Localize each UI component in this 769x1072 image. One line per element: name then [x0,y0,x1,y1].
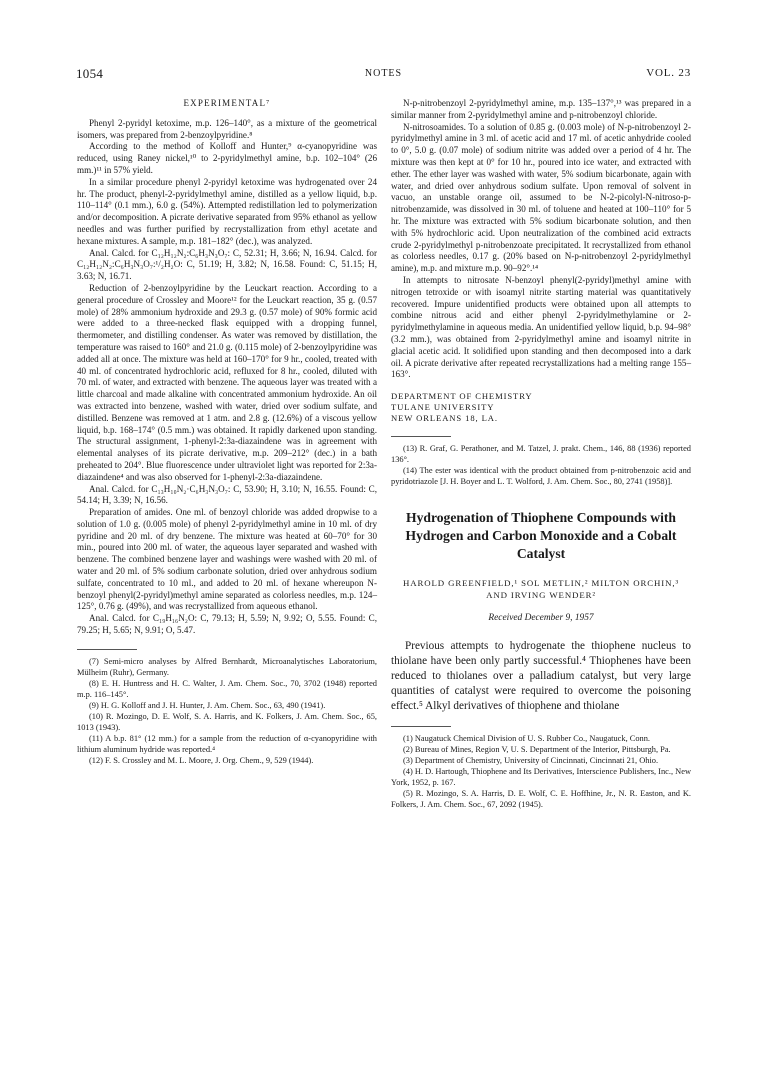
paragraph-nitrosoamides: N-nitrosoamides. To a solution of 0.85 g. (0.003 mole) of N-p-nitrobenzoyl 2-pyridylmethyl amine in 3 ml. of acetic acid and 17 ml. of acetic anhydride cooled to 0°, 5.0 g. (0.07 mole) of sodium nitrite was added over a period of 4 hr. The mixture was then kept at 0° for 10 hr., poured into ice water, and extracted with ether. The ether layer was washed with water, 5% sodium bicarbonate, again with water, and dried over anhydrous sodium sulfate. Upon removal of solvent in vacuo, an unstable orange oil, assumed to be N-2-picolyl-N-nitroso-p-nitrobenzamide, was dissolved in 30 ml. of toluene and heated at 100–110° for 5 hr. The mixture was extracted with 5% sodium bicarbonate solution, and then with 5% hydrochloric acid. Upon neutralization of the combined acid extracts crude 2-pyridylmethyl p-nitrobenzoate precipitated. It recrystallized from ethanol as colorless needles, 0.17 g. (20% based on N-p-nitrobenzoyl 2-pyridylmethyl amine), m.p. and mixture m.p. 90–92°.¹⁴ [391,121,691,274]
footnote: (13) R. Graf, G. Perathoner, and M. Tatzel, J. prakt. Chem., 146, 88 (1936) reported 136°. [391,444,691,465]
paragraph-ketoxime: Phenyl 2-pyridyl ketoxime, m.p. 126–140°, as a mixture of the geometrical isomers, was prepared from 2-benzoylpyridine.⁸ [77,117,377,140]
footnote: (8) E. H. Huntress and H. C. Walter, J. Am. Chem. Soc., 70, 3702 (1948) reported m.p. 116–145°. [77,678,377,699]
footnote: (9) H. G. Kolloff and J. H. Hunter, J. Am. Chem. Soc., 63, 490 (1941). [89,700,326,710]
paragraph-hydrogenation: In a similar procedure phenyl 2-pyridyl ketoxime was hydrogenated over 24 hr. The product, phenyl-2-pyridylmethyl amine, distilled as a yellow liquid, b.p. 110–114° (0.1 mm.), 6.0 g. (54%). Attempted redistillation led to polymerization and/or decomposition. A picrate derivative separated from 95% ethanol as yellow needles and was further purified by recrystallization from ethyl acetate and hexane mixtures. A sample, m.p. 181–182° (dec.), was analyzed. [77,176,377,246]
article-title: Hydrogenation of Thiophene Compounds with Hydrogen and Carbon Monoxide and a Cobalt Catalyst [405,510,677,562]
page-number: 1054 [76,66,104,81]
footnote: (12) F. S. Crossley and M. L. Moore, J. Org. Chem., 9, 529 (1944). [89,755,314,765]
footnote: (14) The ester was identical with the product obtained from p-nitrobenzoic acid and pyridotriazole [J. H. Boyer and L. T. Wolford, J. Am. Chem. Soc., 80, 2741 (1958)]. [391,466,691,487]
paragraph-analysis-2: Anal. Calcd. for C₁₃H₁₀N₂·C₆H₃N₃O₇: C, 53.90; H, 3.10; N, 16.55. Found: C, 54.14; H, 3.39; N, 16.56. [77,483,377,506]
paragraph-kolloff: According to the method of Kolloff and Hunter,⁹ α-cyanopyridine was reduced, using Raney nickel,¹⁰ to 2-pyridylmethyl amine, b.p. 102–104° (26 mm.)¹¹ in 57% yield. [77,141,377,175]
paragraph-amides: Preparation of amides. One ml. of benzoyl chloride was added dropwise to a solution of 1.0 g. (0.005 mole) of phenyl 2-pyridylmethyl amine in 10 ml. of dry pyridine and 20 ml. of dry benzene. The mixture was heated at 60–70° for 30 min., poured into 200 ml. of water, the aqueous layer separated and washed with benzene. The combined benzene layer and washings were washed with 20 ml. of water and 20 ml. of 5% sodium carbonate solution, dried over anhydrous sodium sulfate, concentrated to 10 ml., and added to 20 ml. of hexane whereupon N-benzoyl phenyl(2-pyridyl)methyl amine separated as colorless needles, m.p. 124–125°, 0.76 g. (49%), and was recrystallized from aqueous ethanol. [77,507,377,612]
paragraph-analysis-3: Anal. Calcd. for C₁₉H₁₆N₂O: C, 79.13; H, 5.59; N, 9.92; O, 5.55. Found: C, 79.25; H, 5.65; N, 9.91; O, 5.47. [77,613,377,636]
footnote: (10) R. Mozingo, D. E. Wolf, S. A. Harris, and K. Folkers, J. Am. Chem. Soc., 65, 1013 (1943). [77,711,377,732]
article-authors: HAROLD GREENFIELD,¹ SOL METLIN,² MILTON ORCHIN,³ AND IRVING WENDER² [402,578,680,601]
running-head: NOTES [364,68,403,79]
footnote: (7) Semi-micro analyses by Alfred Bernhardt, Microanalytisches Laboratorium, Mülheim (Ruhr), Germany. [77,656,377,677]
footnote: (3) Department of Chemistry, University of Cincinnati, Cincinnati 21, Ohio. [403,755,659,765]
experimental-heading: EXPERIMENTAL⁷ [183,98,271,108]
affiliation-line: TULANE UNIVERSITY [391,402,495,413]
left-column [77,98,377,766]
footnote: (2) Bureau of Mines, Region V, U. S. Department of the Interior, Pittsburgh, Pa. [403,744,671,754]
paragraph-nitrosate-attempts: In attempts to nitrosate N-benzoyl phenyl(2-pyridyl)methyl amine with nitrogen tetroxide or with isoamyl nitrite starting material was quantitatively recovered. Impure unidentified products were obtained upon all attempts to combine nitrous acid and either phenyl 2-pyridylmethylamine or 2-pyridylmethylamine in aqueous media. An unidentified yellow liquid, b.p. 94–98° (3.2 mm.), was obtained from 2-pyridylmethyl amine and isoamyl nitrite in glacial acetic acid. It solidified upon standing and then decomposed into a dark oil. A picrate derivative after repeated recrystallizations had a melting range 155–163°. [391,274,691,380]
footnote: (1) Naugatuck Chemical Division of U. S. Rubber Co., Naugatuck, Conn. [403,733,651,743]
affiliation-line: DEPARTMENT OF CHEMISTRY [391,391,533,402]
footnote: (5) R. Mozingo, S. A. Harris, D. E. Wolf, C. E. Hoffhine, Jr., N. R. Easton, and K. Folkers, J. Am. Chem. Soc., 67, 2092 (1945). [391,788,691,809]
page-header [76,66,691,82]
paragraph-nitrobenzoyl: N-p-nitrobenzoyl 2-pyridylmethyl amine, m.p. 135–137°,¹³ was prepared in a similar manner from 2-pyridylmethyl amine and p-nitrobenzoyl chloride. [391,98,691,120]
paragraph-leuckart: Reduction of 2-benzoylpyridine by the Leuckart reaction. According to a general procedure of Crossley and Moore¹² for the Leuckart reaction, 35 g. (0.57 mole) of 28% ammonium hydroxide and 29.3 g. (0.57 mole) of 90% formic acid were added to a three-necked flask equipped with a dropping funnel, thermometer, and distilling condenser. As water was removed by distillation, the temperature was raised to 160° and 21.0 g. (0.115 mole) of 2-benzoylpyridine was added all at once. The mixture was held at 160–170° for 9 hr., cooled, treated with 40 ml. of concentrated hydrochloric acid, refluxed for 8 hr., cooled, diluted with 70 ml. of water, and extracted with benzene. The aqueous layer was treated with a little charcoal and made alkaline with concentrated ammonium hydroxide. An oil was extracted into benzene, washed with water, dried over sodium sulfate, and distilled. Benzene was removed at 1 atm. and 2.8 g. (12.6%) of a viscous yellow liquid, b.p. 168–174° (0.5 mm.) was obtained. It rapidly darkened upon standing. The structural assignment, 1-phenyl-2:3a-diazaindene was in agreement with elemental analyses of its picrate derivative, m.p. 209–212° (dec.) in a bath preheated to 204°. Blue fluorescence under ultraviolet light was reported for 2:3a-diazaindene⁴ and was also observed for 1-phenyl-2:3a-diazaindene. [77,282,377,482]
footnote-divider [77,649,137,650]
affiliation-line: NEW ORLEANS 18, LA. [391,413,498,424]
right-column [391,98,691,810]
footnote-divider [391,436,451,437]
paragraph-analysis-1: Anal. Calcd. for C₁₂H₁₂N₂:C₆H₃N₃O₇: C, 52.31; H, 3.66; N, 16.94. Calcd. for C₁₂H₁₂N₂:C₆H₃N₃O₇:¹/₂H₂O: C, 51.19; H, 3.82; N, 16.58. Found: C, 51.15; H, 3.63; N, 16.71. [77,247,377,282]
footnote: (4) H. D. Hartough, Thiophene and Its Derivatives, Interscience Publishers, Inc., New York, 1952, p. 167. [391,766,691,787]
footnote: (11) A b.p. 81° (12 mm.) for a sample from the reduction of α-cyanopyridine with lithium aluminum hydride was reported.⁴ [77,733,377,754]
received-date: Received December 9, 1957 [488,613,594,624]
article-intro-paragraph: Previous attempts to hydrogenate the thiophene nucleus to thiolane have been only partly successful.⁴ Thiophenes have been reduced to thiolanes over a palladium catalyst, but very large quantities of catalyst were required to overcome the poisoning effect.⁵ Alkyl derivatives of thiophene and thiolane [391,639,691,712]
affiliation-block [391,391,691,424]
volume-label: VOL. 23 [646,67,691,79]
footnote-divider [391,726,451,727]
